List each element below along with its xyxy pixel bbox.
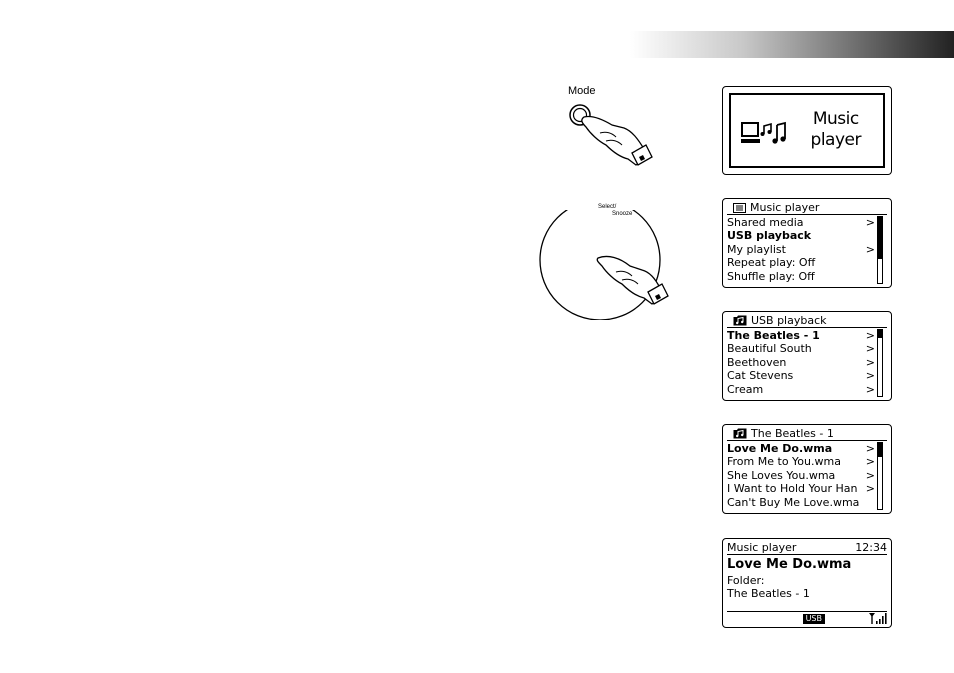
folder-name: The Beatles - 1 bbox=[727, 587, 810, 600]
list-item-folder[interactable]: The Beatles - 1 > bbox=[727, 329, 875, 342]
menu-item-repeat-play[interactable]: Repeat play: Off bbox=[727, 256, 816, 270]
mode-screen-text: Music player bbox=[810, 109, 861, 150]
list-item-track[interactable]: I Want to Hold Your Han > bbox=[727, 482, 875, 496]
menu-title: Music player bbox=[727, 201, 887, 215]
menu-title: The Beatles - 1 bbox=[727, 427, 887, 441]
list-item-folder[interactable]: Cat Stevens > bbox=[727, 369, 875, 383]
mode-button-press-illustration[interactable] bbox=[540, 95, 670, 170]
scrollbar[interactable] bbox=[877, 329, 883, 397]
menu-item-usb-playback[interactable]: USB playback bbox=[727, 229, 812, 243]
status-bar bbox=[727, 611, 887, 625]
menu-item-shuffle-play[interactable]: Shuffle play: Off bbox=[727, 269, 815, 283]
scrollbar[interactable] bbox=[877, 216, 883, 284]
computer-music-icon bbox=[741, 121, 791, 147]
list-icon bbox=[733, 203, 746, 213]
signal-strength-icon bbox=[869, 613, 887, 624]
header-gradient-bar bbox=[630, 31, 954, 58]
folder-label: Folder: bbox=[727, 574, 765, 587]
scrollbar[interactable] bbox=[877, 442, 883, 510]
lcd-album-track-list bbox=[722, 424, 892, 514]
lcd-now-playing-screen bbox=[722, 538, 892, 628]
folder-music-icon bbox=[733, 315, 747, 326]
folder-music-icon bbox=[733, 428, 747, 439]
mode-button-label: Mode bbox=[568, 85, 596, 97]
select-knob-press-illustration[interactable] bbox=[530, 210, 680, 320]
list-item-track[interactable]: She Loves You.wma > bbox=[727, 468, 875, 482]
menu-title: USB playback bbox=[727, 314, 887, 328]
menu-item-my-playlist[interactable]: My playlist > bbox=[727, 242, 875, 256]
list-item-folder[interactable]: Beethoven > bbox=[727, 355, 875, 369]
lcd-music-player-mode-screen bbox=[722, 86, 892, 175]
lcd-music-player-menu bbox=[722, 198, 892, 288]
list-item-folder[interactable]: Cream > bbox=[727, 382, 875, 396]
menu-item-shared-media[interactable]: Shared media > bbox=[727, 216, 875, 229]
source-label: Music player bbox=[727, 541, 797, 554]
list-item-track[interactable]: Love Me Do.wma > bbox=[727, 442, 875, 455]
select-snooze-label: Select/ Snooze bbox=[598, 204, 633, 217]
lcd-usb-playback-menu bbox=[722, 311, 892, 401]
list-item-track[interactable]: Can't Buy Me Love.wma bbox=[727, 495, 860, 509]
list-item-folder[interactable]: Beautiful South > bbox=[727, 342, 875, 356]
now-playing-header bbox=[727, 541, 887, 555]
usb-badge: USB bbox=[803, 614, 825, 624]
track-title: Love Me Do.wma bbox=[727, 557, 852, 572]
list-item-track[interactable]: From Me to You.wma > bbox=[727, 455, 875, 469]
clock-time: 12:34 bbox=[855, 541, 887, 554]
